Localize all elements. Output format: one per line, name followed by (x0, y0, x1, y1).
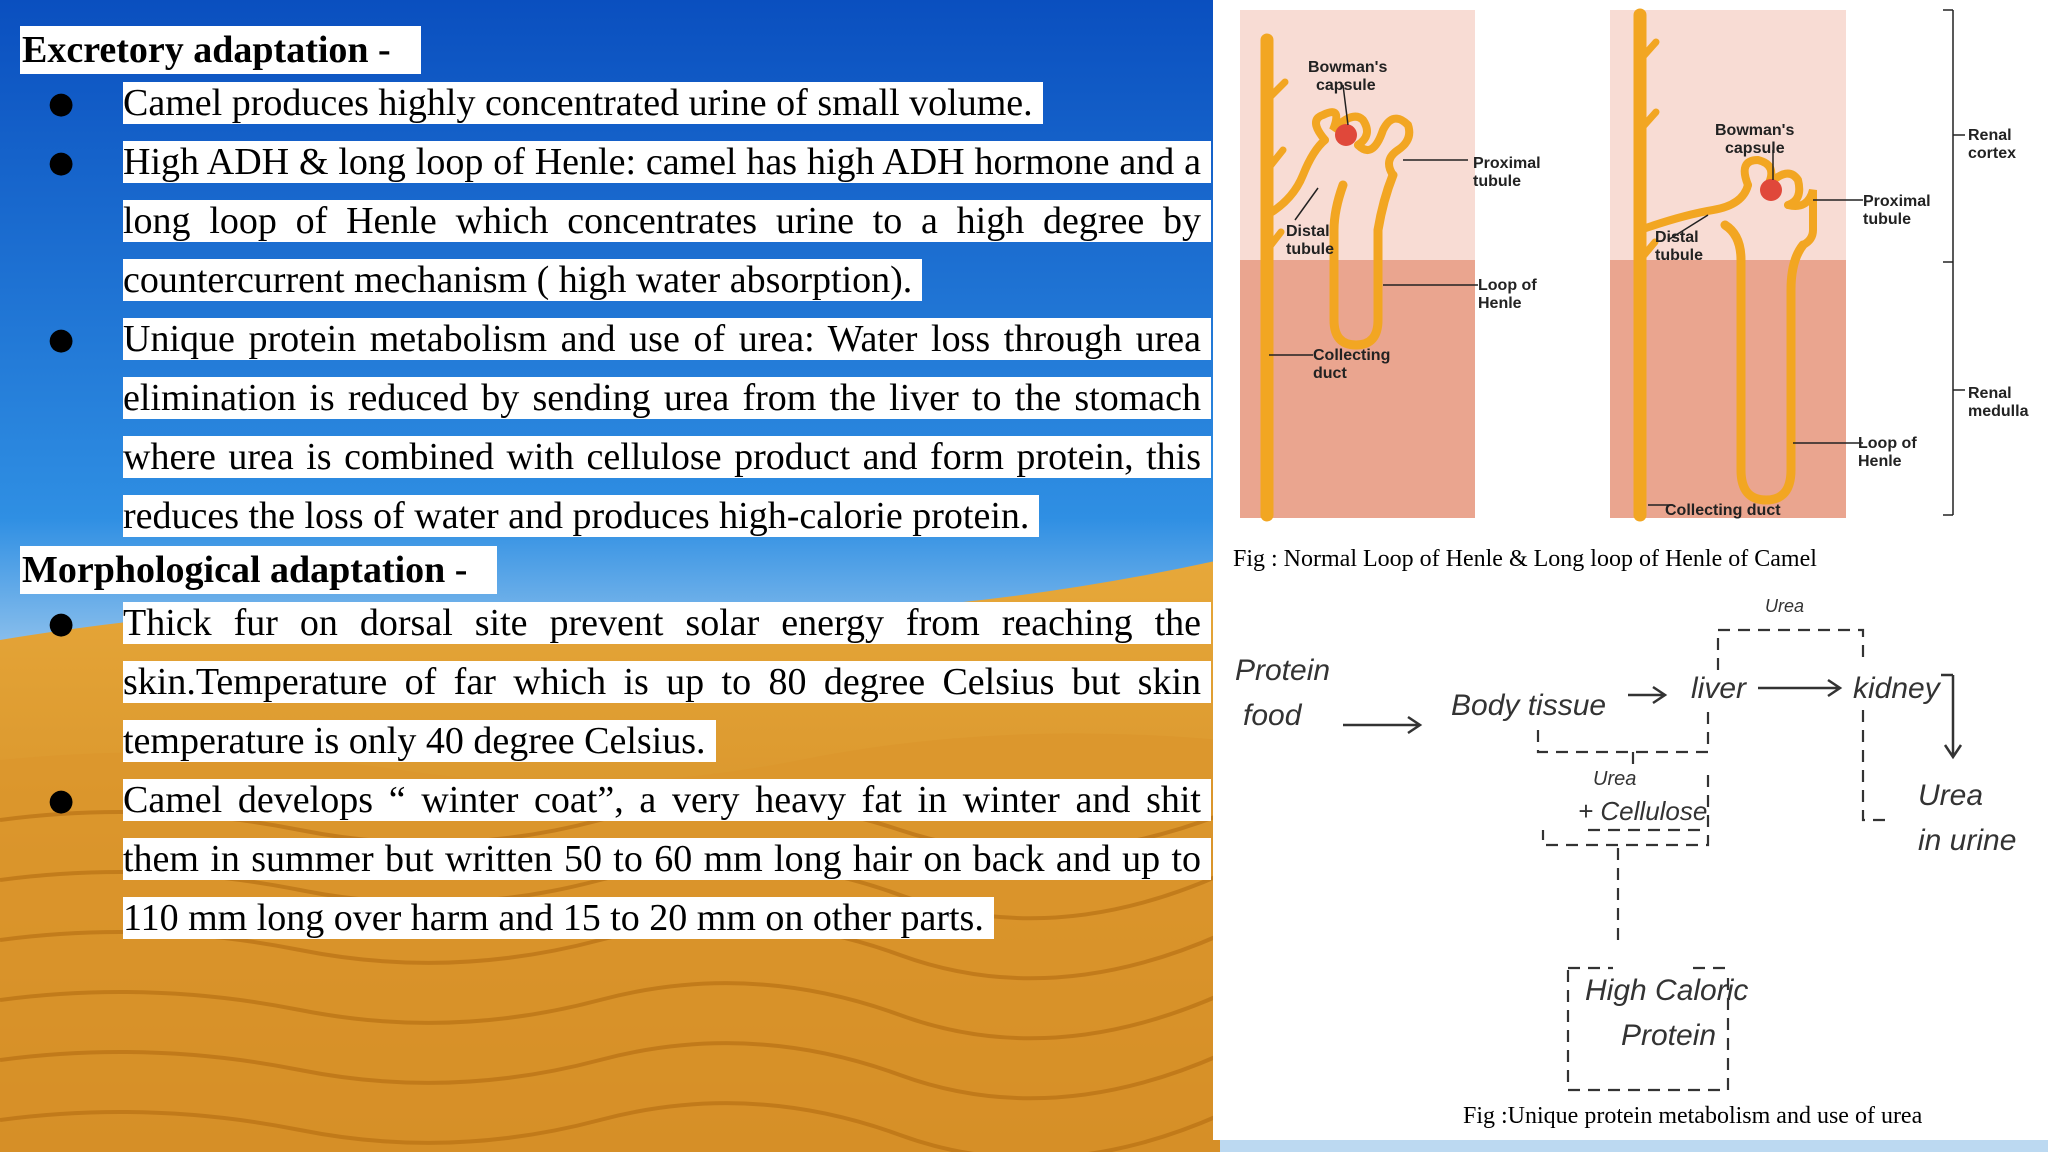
label-proximal-left-2: tubule (1473, 173, 1521, 190)
label-bowmans-right-2: capsule (1725, 140, 1785, 157)
bullet-text: Camel produces highly concentrated urine of small volume. (123, 82, 1043, 124)
flow-kidney: kidney (1853, 672, 1940, 705)
bullet-item (20, 310, 1200, 546)
heading-morphological: Morphological adaptation - (20, 546, 497, 594)
flow-urea-urine-2: in urine (1918, 824, 2017, 857)
bullet-dot: ● (48, 606, 75, 641)
figure-panel (1213, 0, 2048, 1140)
label-distal-right-2: tubule (1655, 247, 1703, 264)
label-loop-right-2: Henle (1858, 453, 1902, 470)
bullet-text: Camel develops “ winter coat”, a very heavy fat in winter and shit them in summer but written 50 to 60 mm long hair on back and up to 110 mm long over harm and 15 to 20 mm on other parts. (123, 779, 1211, 939)
label-collecting-left-2: duct (1313, 365, 1347, 382)
flow-protein-food-2: food (1243, 699, 1302, 732)
bullet-dot: ● (48, 322, 75, 357)
flow-urea-urine-1: Urea (1918, 779, 1984, 812)
figure1-caption: Fig : Normal Loop of Henle & Long loop of Henle of Camel (1233, 546, 1817, 572)
nephron-diagram (1213, 0, 2048, 530)
label-collecting-left-1: Collecting (1313, 347, 1391, 364)
flow-high-calorie-1: High Caloric (1585, 974, 1749, 1007)
label-distal-left-2: tubule (1286, 241, 1334, 258)
flow-high-calorie-2: Protein (1621, 1019, 1717, 1052)
label-bowmans-left-1: Bowman's (1308, 59, 1388, 76)
flow-urea-top: Urea (1765, 596, 1805, 616)
bullet-item (20, 771, 1200, 948)
bullet-text: Thick fur on dorsal site prevent solar energy from reaching the skin.Temperature of far which is up to 80 degree Celsius but skin temperature is only 40 degree Celsius. (123, 602, 1211, 762)
label-collecting-right: Collecting duct (1665, 502, 1781, 519)
label-loop-left-2: Henle (1478, 295, 1522, 312)
cortex-region-left (1240, 10, 1475, 260)
label-distal-right-1: Distal (1655, 229, 1699, 246)
glomerulus-right (1760, 179, 1782, 201)
text-column (20, 26, 1200, 948)
bullet-item (20, 594, 1200, 771)
label-renal-medulla-2: medulla (1968, 403, 2029, 420)
bullet-dot: ● (48, 86, 75, 121)
urea-flow-diagram (1213, 590, 2048, 1120)
label-loop-right-1: Loop of (1858, 435, 1917, 452)
bullet-item (20, 133, 1200, 310)
label-bowmans-right-1: Bowman's (1715, 122, 1795, 139)
label-distal-left-1: Distal (1286, 223, 1330, 240)
label-loop-left-1: Loop of (1478, 277, 1537, 294)
label-renal-medulla-1: Renal (1968, 385, 2012, 402)
label-renal-cortex-1: Renal (1968, 127, 2012, 144)
flow-protein-food-1: Protein (1235, 654, 1331, 687)
label-renal-cortex-2: cortex (1968, 145, 2017, 162)
flow-liver: liver (1691, 672, 1747, 705)
label-proximal-left-1: Proximal (1473, 155, 1541, 172)
heading-excretory: Excretory adaptation - (20, 26, 421, 74)
glomerulus-left (1335, 124, 1357, 146)
medulla-region-left (1240, 260, 1475, 518)
bullet-dot: ● (48, 145, 75, 180)
label-proximal-right-2: tubule (1863, 211, 1911, 228)
label-bowmans-left-2: capsule (1316, 77, 1376, 94)
bullet-text: Unique protein metabolism and use of urea: Water loss through urea elimination is reduced by sending urea from the liver to the stomach where urea is combined with cellulose product and form protein, this reduces the loss of water and produces high-calorie protein. (123, 318, 1211, 537)
flow-urea-cellulose-2: + Cellulose (1578, 796, 1708, 826)
flow-body-tissue: Body tissue (1451, 689, 1607, 722)
label-proximal-right-1: Proximal (1863, 193, 1931, 210)
flow-urea-cellulose-1: Urea (1593, 768, 1637, 790)
bullet-dot: ● (48, 783, 75, 818)
bullet-text: High ADH & long loop of Henle: camel has high ADH hormone and a long loop of Henle which concentrates urine to a high degree by countercurrent mechanism ( high water absorption). (123, 141, 1211, 301)
figure2-caption: Fig :Unique protein metabolism and use of urea (1463, 1103, 1923, 1129)
bullet-item (20, 74, 1200, 133)
